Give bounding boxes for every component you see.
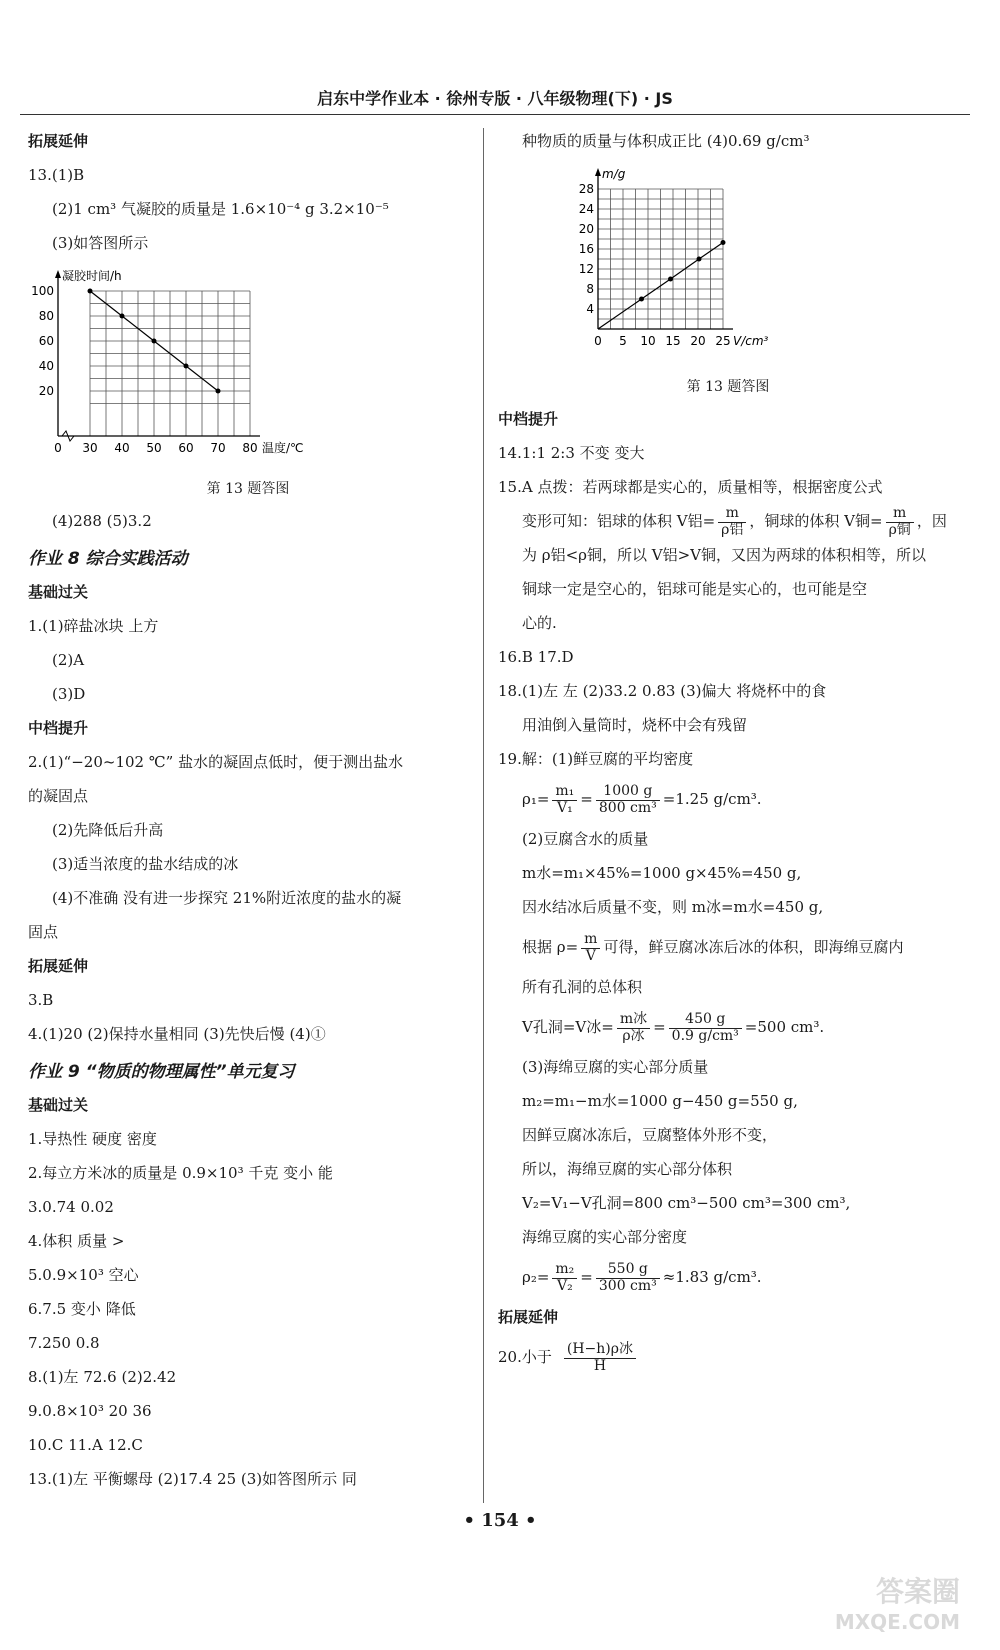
numerator: m冰	[617, 1012, 650, 1028]
denominator: 0.9 g/cm³	[671, 1027, 739, 1044]
x-tick-label: 60	[178, 441, 194, 455]
text: 变形可知：铝球的体积 V铝=	[522, 512, 716, 530]
answer-line: 1.导热性 硬度 密度	[28, 1130, 157, 1148]
text: =	[653, 1018, 666, 1036]
answer-line: 10.C 11.A 12.C	[28, 1436, 143, 1454]
fraction	[617, 1012, 650, 1044]
y-tick-label: 12	[578, 262, 594, 276]
answer-line: 4.体积 质量 >	[28, 1232, 125, 1250]
answer-line: (3)适当浓度的盐水结成的冰	[52, 855, 239, 873]
x-tick-label: 40	[114, 441, 130, 455]
answer-line: 4.(1)20 (2)保持水量相同 (3)先快后慢 (4)①	[28, 1025, 326, 1043]
column-divider	[483, 128, 484, 1503]
fraction	[596, 1262, 660, 1294]
y-tick-label: 40	[38, 359, 54, 373]
answer-line: 铜球一定是空心的，铝球可能是实心的，也可能是空	[522, 580, 868, 598]
answer-line: 5.0.9×10³ 空心	[28, 1266, 139, 1284]
answer-line: 18.(1)左 左 (2)33.2 0.83 (3)偏大 将烧杯中的食	[498, 682, 827, 700]
numerator: m	[718, 506, 746, 522]
left-column	[28, 124, 468, 1496]
y-axis-label: m/g	[602, 167, 626, 181]
text: =1.25 g/cm³.	[662, 790, 762, 808]
fraction	[552, 1262, 577, 1294]
answer-line: (2)1 cm³ 气凝胶的质量是 1.6×10⁻⁴ g 3.2×10⁻⁵	[52, 200, 389, 218]
fraction	[581, 932, 600, 964]
denominator: ρ铜	[888, 521, 911, 538]
numerator: 1000 g	[596, 784, 660, 800]
numerator: m	[886, 506, 914, 522]
chart-caption: 第 13 题答图	[206, 481, 290, 497]
x-tick-label: 0	[54, 441, 62, 455]
y-tick-label: 8	[586, 282, 594, 296]
chart-gel-time-svg	[28, 266, 358, 466]
answer-line: 14.1:1 2:3 不变 变大	[498, 444, 645, 462]
answer-line: 种物质的质量与体积成正比 (4)0.69 g/cm³	[522, 132, 810, 150]
numerator: m₂	[552, 1262, 577, 1278]
answer-line: 2.(1)“−20~102 ℃” 盐水的凝固点低时，便于测出盐水	[28, 753, 404, 771]
answer-line: 所有孔洞的总体积	[522, 978, 643, 996]
answer-line: (3)D	[52, 685, 86, 703]
answer-line: 3.B	[28, 991, 54, 1009]
y-tick-label: 20	[578, 222, 594, 236]
text: =500 cm³.	[744, 1018, 825, 1036]
y-tick-label: 24	[578, 202, 594, 216]
y-tick-label: 60	[38, 334, 54, 348]
y-axis-arrow	[595, 168, 601, 176]
data-point	[697, 257, 702, 262]
data-point	[639, 297, 644, 302]
numerator: (H−h)ρ冰	[564, 1342, 636, 1358]
answer-line: 19.解：(1)鲜豆腐的平均密度	[498, 750, 694, 768]
numerator: m₁	[552, 784, 577, 800]
data-point	[152, 339, 157, 344]
x-tick-label: 80	[242, 441, 258, 455]
formula-line: V₂=V₁−V孔洞=800 cm³−500 cm³=300 cm³,	[522, 1194, 851, 1212]
formula-line: m水=m₁×45%=1000 g×45%=450 g,	[522, 864, 802, 882]
right-column	[498, 124, 958, 1380]
text: V孔洞=V冰=	[522, 1018, 614, 1036]
x-axis-label: 温度/℃	[262, 441, 304, 455]
text: ，因	[916, 512, 947, 530]
y-tick-label: 4	[586, 302, 594, 316]
text: ρ₂=	[522, 1268, 550, 1286]
numerator: 550 g	[596, 1262, 660, 1278]
section-heading: 基础过关	[28, 583, 89, 601]
data-point	[721, 240, 726, 245]
text: 根据 ρ=	[522, 938, 579, 956]
denominator: ρ冰	[622, 1027, 645, 1044]
chart-caption: 第 13 题答图	[686, 379, 770, 395]
answer-line: 6.7.5 变小 降低	[28, 1300, 136, 1318]
data-point	[88, 289, 93, 294]
y-tick-label: 100	[31, 284, 54, 298]
denominator: H	[593, 1357, 607, 1374]
chart-mass-volume	[498, 164, 958, 368]
fraction	[886, 506, 914, 538]
answer-line: 用油倒入量筒时，烧杯中会有残留	[522, 716, 748, 734]
denominator: 800 cm³	[598, 799, 657, 816]
answer-line: 心的.	[522, 614, 557, 632]
text: ρ₁=	[522, 790, 550, 808]
section-heading: 基础过关	[28, 1096, 89, 1114]
formula-line	[498, 776, 958, 822]
answer-line: 13.(1)B	[28, 166, 85, 184]
chart-mass-volume-svg	[568, 164, 798, 364]
assignment-title: 作业 8 综合实践活动	[28, 549, 188, 569]
answer-line: 9.0.8×10³ 20 36	[28, 1402, 152, 1420]
text: =	[580, 1268, 593, 1286]
fraction	[596, 784, 660, 816]
text: 20.小于	[498, 1348, 552, 1366]
y-tick-label: 80	[38, 309, 54, 323]
y-tick-label: 16	[578, 242, 594, 256]
text: =	[580, 790, 593, 808]
y-tick-label: 20	[38, 384, 54, 398]
data-point	[216, 389, 221, 394]
answer-line: 13.(1)左 平衡螺母 (2)17.4 25 (3)如答图所示 同	[28, 1470, 357, 1488]
answer-line: (2)豆腐含水的质量	[522, 830, 649, 848]
formula-line	[498, 924, 958, 970]
y-axis-label: 凝胶时间/h	[62, 269, 122, 283]
numerator: 450 g	[669, 1012, 742, 1028]
x-tick-label: 70	[210, 441, 226, 455]
x-tick-label: 0	[594, 334, 602, 348]
answer-line: 15.A 点拨：若两球都是实心的，质量相等，根据密度公式	[498, 478, 883, 496]
formula-line	[498, 1254, 958, 1300]
answer-line: 8.(1)左 72.6 (2)2.42	[28, 1368, 177, 1386]
text: ≈1.83 g/cm³.	[662, 1268, 762, 1286]
data-point	[184, 364, 189, 369]
answer-line: (2)先降低后升高	[52, 821, 164, 839]
x-tick-label: 20	[690, 334, 706, 348]
answer-line: 为 ρ铝<ρ铜，所以 V铝>V铜，又因为两球的体积相等，所以	[522, 546, 926, 564]
section-heading: 中档提升	[28, 719, 89, 737]
section-heading: 拓展延伸	[498, 1308, 559, 1326]
assignment-title: 作业 9 “物质的物理属性”单元复习	[28, 1062, 295, 1082]
formula-line	[498, 1334, 958, 1380]
text: 可得，鲜豆腐冰冻后冰的体积，即海绵豆腐内	[603, 938, 904, 956]
text: ，铜球的体积 V铜=	[749, 512, 883, 530]
answer-line: 的凝固点	[28, 787, 89, 805]
x-tick-label: 10	[640, 334, 656, 348]
x-tick-label: 5	[619, 334, 627, 348]
page-number: • 154 •	[463, 1510, 537, 1531]
answer-line: 3.0.74 0.02	[28, 1198, 114, 1216]
y-axis-arrow	[55, 270, 61, 278]
formula-line	[498, 504, 958, 538]
page-header: 启东中学作业本 · 徐州专版 · 八年级物理(下) · JS	[20, 86, 970, 115]
x-tick-label: 50	[146, 441, 162, 455]
x-tick-label: 30	[82, 441, 98, 455]
answer-line: (3)海绵豆腐的实心部分质量	[522, 1058, 709, 1076]
answer-line: 2.每立方米冰的质量是 0.9×10³ 千克 变小 能	[28, 1164, 333, 1182]
section-heading: 中档提升	[498, 410, 559, 428]
fraction	[552, 784, 577, 816]
fraction	[669, 1012, 742, 1044]
chart-gel-time	[28, 266, 468, 470]
denominator: V₁	[556, 799, 573, 816]
answer-line: 1.(1)碎盐冰块 上方	[28, 617, 159, 635]
formula-line: m₂=m₁−m水=1000 g−450 g=550 g,	[522, 1092, 798, 1110]
answer-line: 16.B 17.D	[498, 648, 574, 666]
denominator: ρ铝	[721, 521, 744, 538]
answer-line: 固点	[28, 923, 59, 941]
y-tick-label: 28	[578, 182, 594, 196]
formula-line	[498, 1004, 958, 1050]
data-point	[668, 277, 673, 282]
answer-line: (4)不准确 没有进一步探究 21%附近浓度的盐水的凝	[52, 889, 402, 907]
answer-line: 海绵豆腐的实心部分密度	[522, 1228, 688, 1246]
answer-line: 所以，海绵豆腐的实心部分体积	[522, 1160, 733, 1178]
watermark-url: MXQE.COM	[834, 1610, 960, 1634]
answer-line: (4)288 (5)3.2	[52, 512, 152, 530]
x-tick-label: 15	[665, 334, 681, 348]
x-tick-label: 25	[715, 334, 731, 348]
answer-line: (3)如答图所示	[52, 234, 149, 252]
answer-line: (2)A	[52, 651, 85, 669]
x-axis-label: V/cm³	[733, 334, 769, 348]
section-heading: 拓展延伸	[28, 132, 89, 150]
answer-line: 因鲜豆腐冰冻后，豆腐整体外形不变，	[522, 1126, 778, 1144]
data-point	[120, 314, 125, 319]
fraction	[564, 1342, 636, 1374]
answer-line: 7.250 0.8	[28, 1334, 100, 1352]
numerator: m	[581, 932, 600, 948]
fraction	[718, 506, 746, 538]
denominator: V₂	[556, 1277, 573, 1294]
answer-line: 因水结冰后质量不变，则 m冰=m水=450 g,	[522, 898, 824, 916]
denominator: 300 cm³	[598, 1277, 657, 1294]
denominator: V	[585, 947, 596, 964]
section-heading: 拓展延伸	[28, 957, 89, 975]
watermark-logo: 答案圈	[875, 1575, 960, 1608]
